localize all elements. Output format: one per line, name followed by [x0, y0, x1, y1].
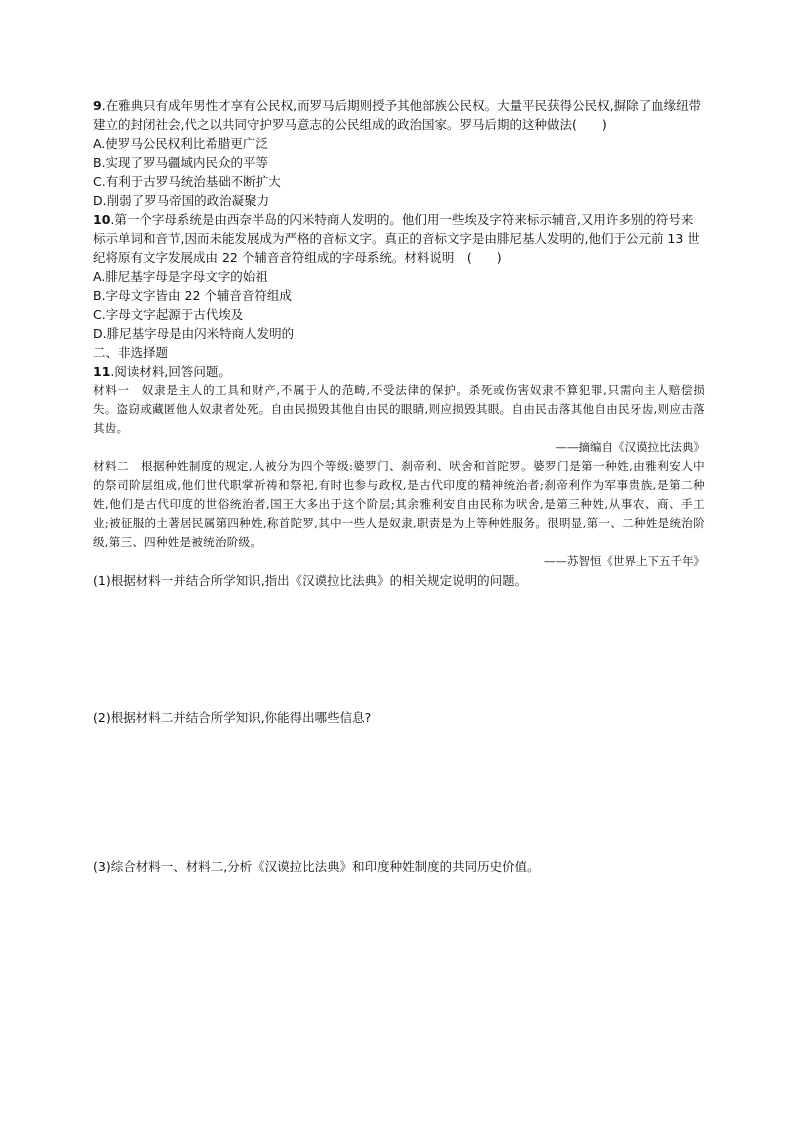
question-11: [93, 362, 705, 381]
question-10-option-a: A.腓尼基字母是字母文字的始祖: [93, 269, 268, 284]
question-9: [93, 96, 705, 134]
answer-space-1: [93, 590, 705, 708]
question-11-text: .阅读材料,回答问题。: [110, 364, 231, 379]
question-9-text: .在雅典只有成年男性才享有公民权,而罗马后期则授予其他部族公民权。大量平民获得公民权,摒除了血缘纽带建立的封闭社会,代之以共同守护罗马意志的公民组成的政治国家。罗马后期的这种做法( ): [93, 98, 702, 132]
question-10-option-c: C.字母文字起源于古代埃及: [93, 307, 244, 322]
sub-question-2: (2)根据材料二并结合所学知识,你能得出哪些信息?: [93, 710, 372, 725]
sub-question-1: (1)根据材料一并结合所学知识,指出《汉谟拉比法典》的相关规定说明的问题。: [93, 573, 528, 588]
answer-space-2: [93, 727, 705, 857]
question-10: [93, 210, 705, 267]
question-9-option-d: D.削弱了罗马帝国的政治凝聚力: [93, 193, 270, 208]
sub-question-3: (3)综合材料一、材料二,分析《汉谟拉比法典》和印度种姓制度的共同历史价值。: [93, 859, 540, 874]
question-9-option-c: C.有利于古罗马统治基础不断扩大: [93, 174, 281, 189]
worksheet-page: [93, 96, 705, 876]
material-1-source: ——摘编自《汉谟拉比法典》: [555, 440, 705, 454]
question-9-option-b: B.实现了罗马疆域内民众的平等: [93, 155, 269, 170]
material-2: 材料二 根据种姓制度的规定,人被分为四个等级:婆罗门、刹帝利、吠舍和首陀罗。婆罗门是第一种姓,由雅利安人中的祭司阶层组成,他们世代职掌祈祷和祭祀,有时也参与政权,是古代印度的精神统治者;刹帝利作为军事贵族,是第二种姓,他们是古代印度的世俗统治者,国王大多出于这个阶层;其余雅利安自由民称为吠舍,是第三种姓,从事农、商、手工业;被征服的土著居民属第四种姓,称首陀罗,其中一些人是奴隶,职责是为上等种姓服务。很明显,第一、二种姓是统治阶级,第三、四种姓是被统治阶级。: [93, 459, 705, 549]
material-2-source: ——苏智恒《世界上下五千年》: [544, 554, 705, 568]
question-10-option-b: B.字母文字皆由 22 个辅音音符组成: [93, 288, 292, 303]
question-10-option-d: D.腓尼基字母是由闪米特商人发明的: [93, 326, 295, 341]
question-10-number: 10: [93, 212, 111, 227]
question-10-text: .第一个字母系统是由西奈半岛的闪米特商人发明的。他们用一些埃及字符来标示辅音,又用许多别的符号来标示单词和音节,因而未能发展成为严格的音标文字。真正的音标文字是由腓尼基人发明的,他们于公元前 13 世纪将原有文字发展成由 22 个辅音音符组成的字母系统。材料说明 ( ): [93, 212, 700, 265]
question-9-option-a: A.使罗马公民权利比希腊更广泛: [93, 136, 268, 151]
material-1: 材料一 奴隶是主人的工具和财产,不属于人的范畴,不受法律的保护。杀死或伤害奴隶不算犯罪,只需向主人赔偿损失。盗窃或藏匿他人奴隶者处死。自由民损毁其他自由民的眼睛,则应损毁其眼。自由民击落其他自由民牙齿,则应击落其齿。: [93, 383, 705, 435]
section-heading-non-choice: 二、非选择题: [93, 345, 169, 360]
question-11-number: 11: [93, 364, 111, 379]
question-9-number: 9: [93, 98, 102, 113]
